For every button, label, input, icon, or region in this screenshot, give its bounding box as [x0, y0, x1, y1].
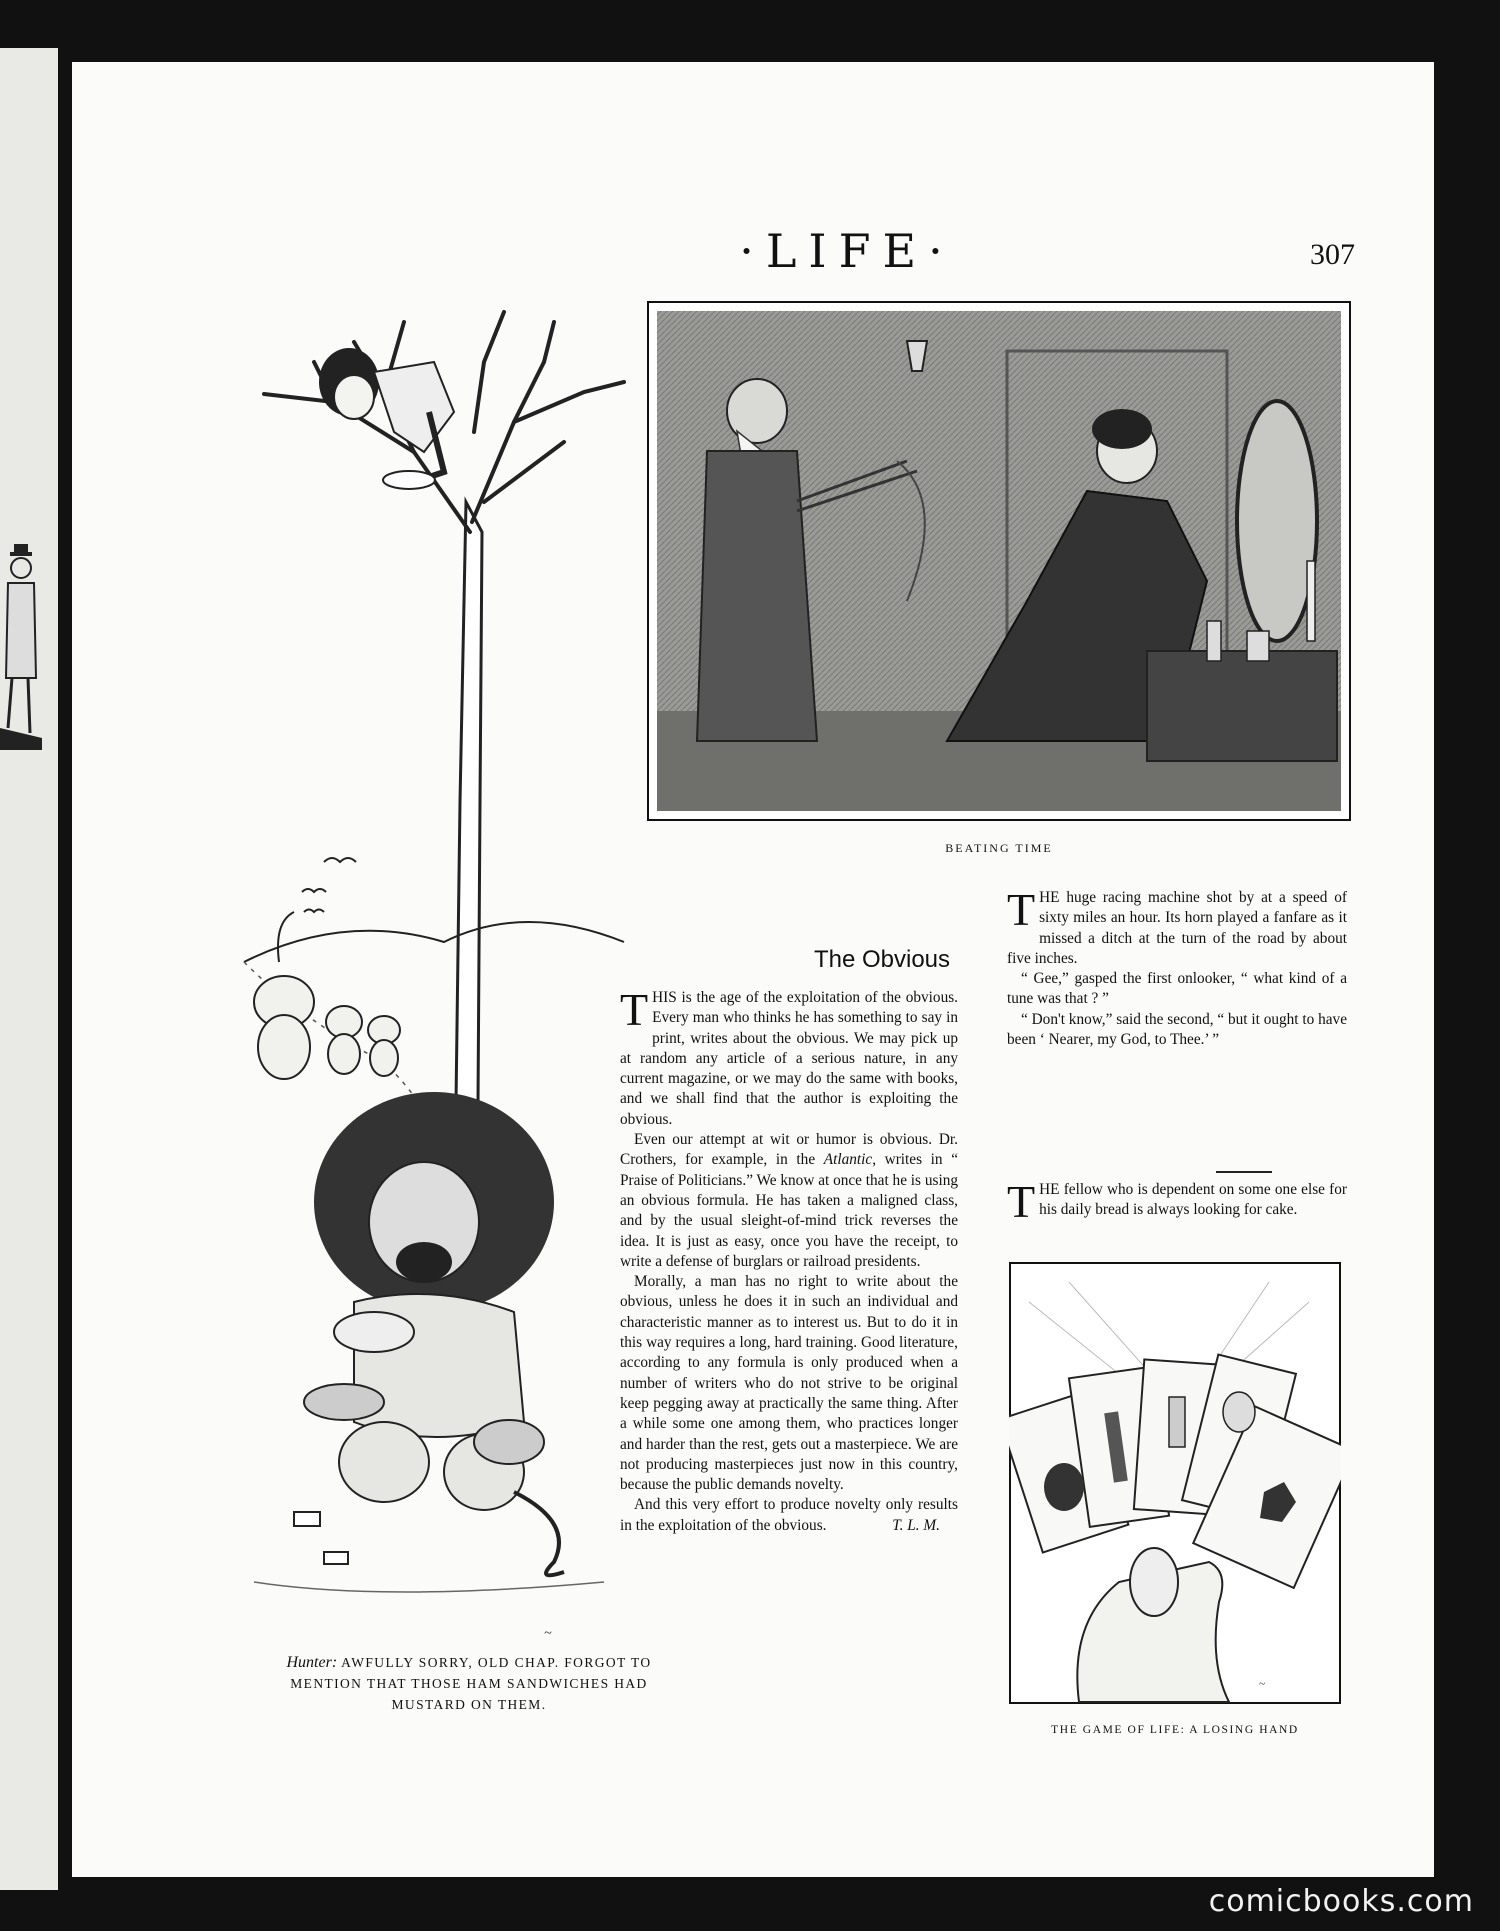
article-p2-text-b: , writes in “ Praise of Politicians.” We know at once that he is using an obvious formula. He has taken a maligned class, and by the usual sleight-of-mind trick reverses the idea. It is just as easy, once you have the receipt, to write a defense of burglars or railroad presidents.	[620, 1151, 958, 1270]
article-dropcap: T	[620, 984, 649, 1035]
article-p1-text: HIS is the age of the exploitation of the obvious. Every man who thinks he has something to say in print, writes about the obvious. We may pick up at random any article of a serious nature, in any current magazine, or we may do the same with books, and we shall find that the author is exploiting the obvious.	[620, 989, 958, 1128]
joke2-dropcap: T	[1007, 1176, 1036, 1227]
article-paragraph-1	[620, 984, 958, 1130]
article-paragraph-4	[620, 1495, 958, 1536]
losing-hand-cartoon	[1009, 1262, 1341, 1704]
magazine-page	[72, 62, 1434, 1877]
section-divider	[1216, 1171, 1272, 1173]
article-title: The Obvious	[813, 946, 951, 973]
caption-speaker: Hunter:	[286, 1654, 338, 1671]
page-number: 307	[1310, 238, 1355, 271]
svg-text:~: ~	[544, 1626, 552, 1641]
beating-time-caption: BEATING TIME	[945, 841, 1053, 855]
article-p2-italic: Atlantic	[823, 1151, 873, 1169]
losing-hand-drawing	[1009, 1262, 1341, 1704]
article-signature: T. L. M.	[892, 1516, 940, 1534]
caption-text: AWFULLY SORRY, OLD CHAP. FORGOT TO MENTION THAT THOSE HAM SANDWICHES HAD MUSTARD ON THEM.	[290, 1655, 652, 1712]
joke1-paragraph-1	[1007, 884, 1347, 969]
article-paragraph-3: Morally, a man has no right to write about the obvious, unless he does it in such an individual and characteristic manner as to interest us. But to do it in this way requires a long, hard training. Good literature, according to any formula is only produced when a number of writers who do not strive to be original keep pegging away at practically the same thing. After a while some one among them, who practices longer and harder than the rest, gets out a masterpiece. We are not producing masterpieces just now in this country, because the public demands novelty.	[620, 1273, 958, 1494]
svg-text:~: ~	[1259, 1678, 1265, 1690]
beating-time-cartoon	[647, 301, 1351, 821]
joke2-p1-text: HE fellow who is dependent on some one else for his daily bread is always looking for cake.	[1039, 1181, 1347, 1219]
article-p2-text-a: Even our attempt at wit or humor is obvious. Dr. Crothers, for example, in the	[620, 1131, 958, 1169]
masthead: ·LIFE·	[739, 224, 955, 278]
beating-time-drawing	[647, 301, 1351, 821]
article-paragraph-2	[620, 1130, 958, 1272]
joke1-paragraph-2: “ Gee,” gasped the first onlooker, “ what kind of a tune was that ? ”	[1007, 970, 1347, 1008]
joke-column	[1007, 884, 1347, 1050]
article-p4-text: And this very effort to produce novelty only results in the exploitation of the obvious.	[620, 1496, 958, 1534]
masthead-wrap	[697, 224, 997, 284]
hunter-lion-cartoon	[184, 302, 684, 1647]
joke2-paragraph-1	[1007, 1176, 1347, 1227]
watermark: comicbooks.com	[1208, 1884, 1474, 1919]
facing-page-illustration	[0, 528, 42, 758]
article-column	[620, 984, 958, 1536]
losing-hand-caption: THE GAME OF LIFE: A LOSING HAND	[1051, 1724, 1299, 1736]
joke1-dropcap: T	[1007, 884, 1036, 935]
joke1-paragraph-3: “ Don't know,” said the second, “ but it ought to have been ‘ Nearer, my God, to Thee.’ ”	[1007, 1010, 1347, 1049]
joke2-column	[1007, 1176, 1347, 1227]
joke1-p1-text: HE huge racing machine shot by at a speed of sixty miles an hour. Its horn played a fanfare as it missed a ditch at the turn of the road by about five inches.	[1007, 889, 1347, 967]
facing-page-edge	[0, 48, 58, 1890]
hunter-cartoon-caption	[254, 1652, 684, 1715]
hunter-lion-drawing	[184, 302, 684, 1647]
